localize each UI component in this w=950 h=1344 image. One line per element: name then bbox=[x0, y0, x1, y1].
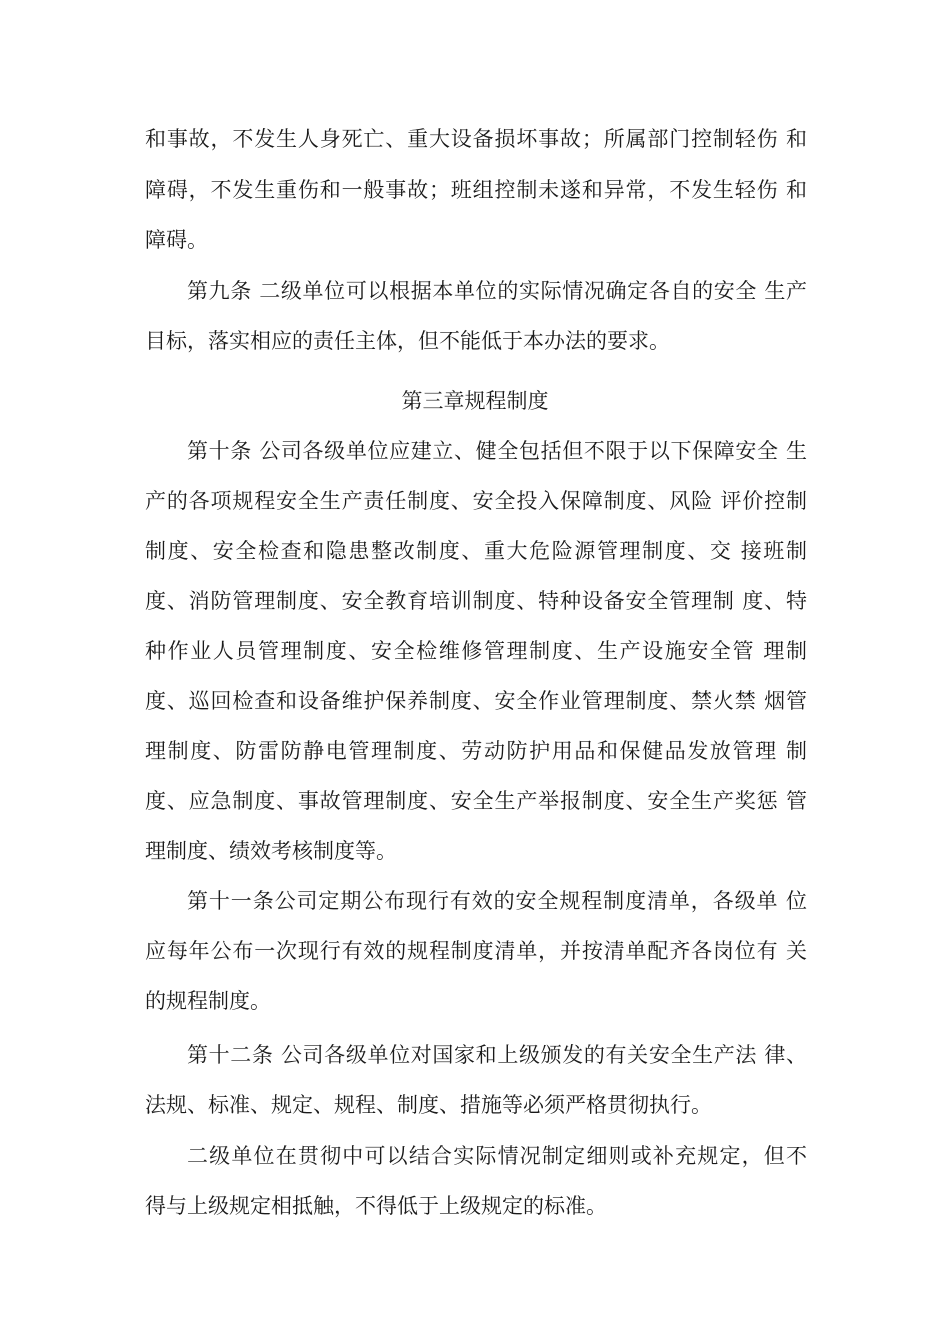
chapter-heading: 第三章规程制度 bbox=[401, 389, 549, 413]
text-line: 应每年公布一次现行有效的规程制度清单，并按清单配齐各岗位有 关 bbox=[145, 939, 807, 963]
text-line: 障碍，不发生重伤和一般事故；班组控制未遂和异常，不发生轻伤 和 bbox=[145, 178, 807, 202]
text-line: 度、巡回检查和设备维护保养制度、安全作业管理制度、禁火禁 烟管 bbox=[145, 689, 807, 713]
article-9-line: 第九条 二级单位可以根据本单位的实际情况确定各自的安全 生产 bbox=[187, 279, 807, 303]
text-line: 产的各项规程安全生产责任制度、安全投入保障制度、风险 评价控制 bbox=[145, 489, 807, 513]
text-line: 种作业人员管理制度、安全检维修管理制度、生产设施安全管 理制 bbox=[145, 639, 807, 663]
text-line: 法规、标准、规定、规程、制度、措施等必须严格贯彻执行。 bbox=[145, 1093, 712, 1117]
text-line: 和事故，不发生人身死亡、重大设备损坏事故；所属部门控制轻伤 和 bbox=[145, 127, 807, 151]
text-line: 度、应急制度、事故管理制度、安全生产举报制度、安全生产奖惩 管 bbox=[145, 789, 807, 813]
article-10-line: 第十条 公司各级单位应建立、健全包括但不限于以下保障安全 生 bbox=[187, 439, 807, 463]
article-11-line: 第十一条公司定期公布现行有效的安全规程制度清单，各级单 位 bbox=[187, 889, 807, 913]
paragraph-line: 二级单位在贯彻中可以结合实际情况制定细则或补充规定，但不 bbox=[187, 1144, 807, 1168]
text-line: 制度、安全检查和隐患整改制度、重大危险源管理制度、交 接班制 bbox=[145, 539, 807, 563]
text-line: 的规程制度。 bbox=[145, 989, 271, 1013]
text-line: 得与上级规定相抵触，不得低于上级规定的标准。 bbox=[145, 1194, 607, 1218]
text-line: 度、消防管理制度、安全教育培训制度、特种设备安全管理制 度、特 bbox=[145, 589, 807, 613]
text-line: 理制度、绩效考核制度等。 bbox=[145, 839, 397, 863]
text-line: 理制度、防雷防静电管理制度、劳动防护用品和保健品发放管理 制 bbox=[145, 739, 807, 763]
text-line: 障碍。 bbox=[145, 228, 208, 252]
text-line: 目标，落实相应的责任主体，但不能低于本办法的要求。 bbox=[145, 329, 670, 353]
article-12-line: 第十二条 公司各级单位对国家和上级颁发的有关安全生产法 律、 bbox=[187, 1043, 807, 1067]
